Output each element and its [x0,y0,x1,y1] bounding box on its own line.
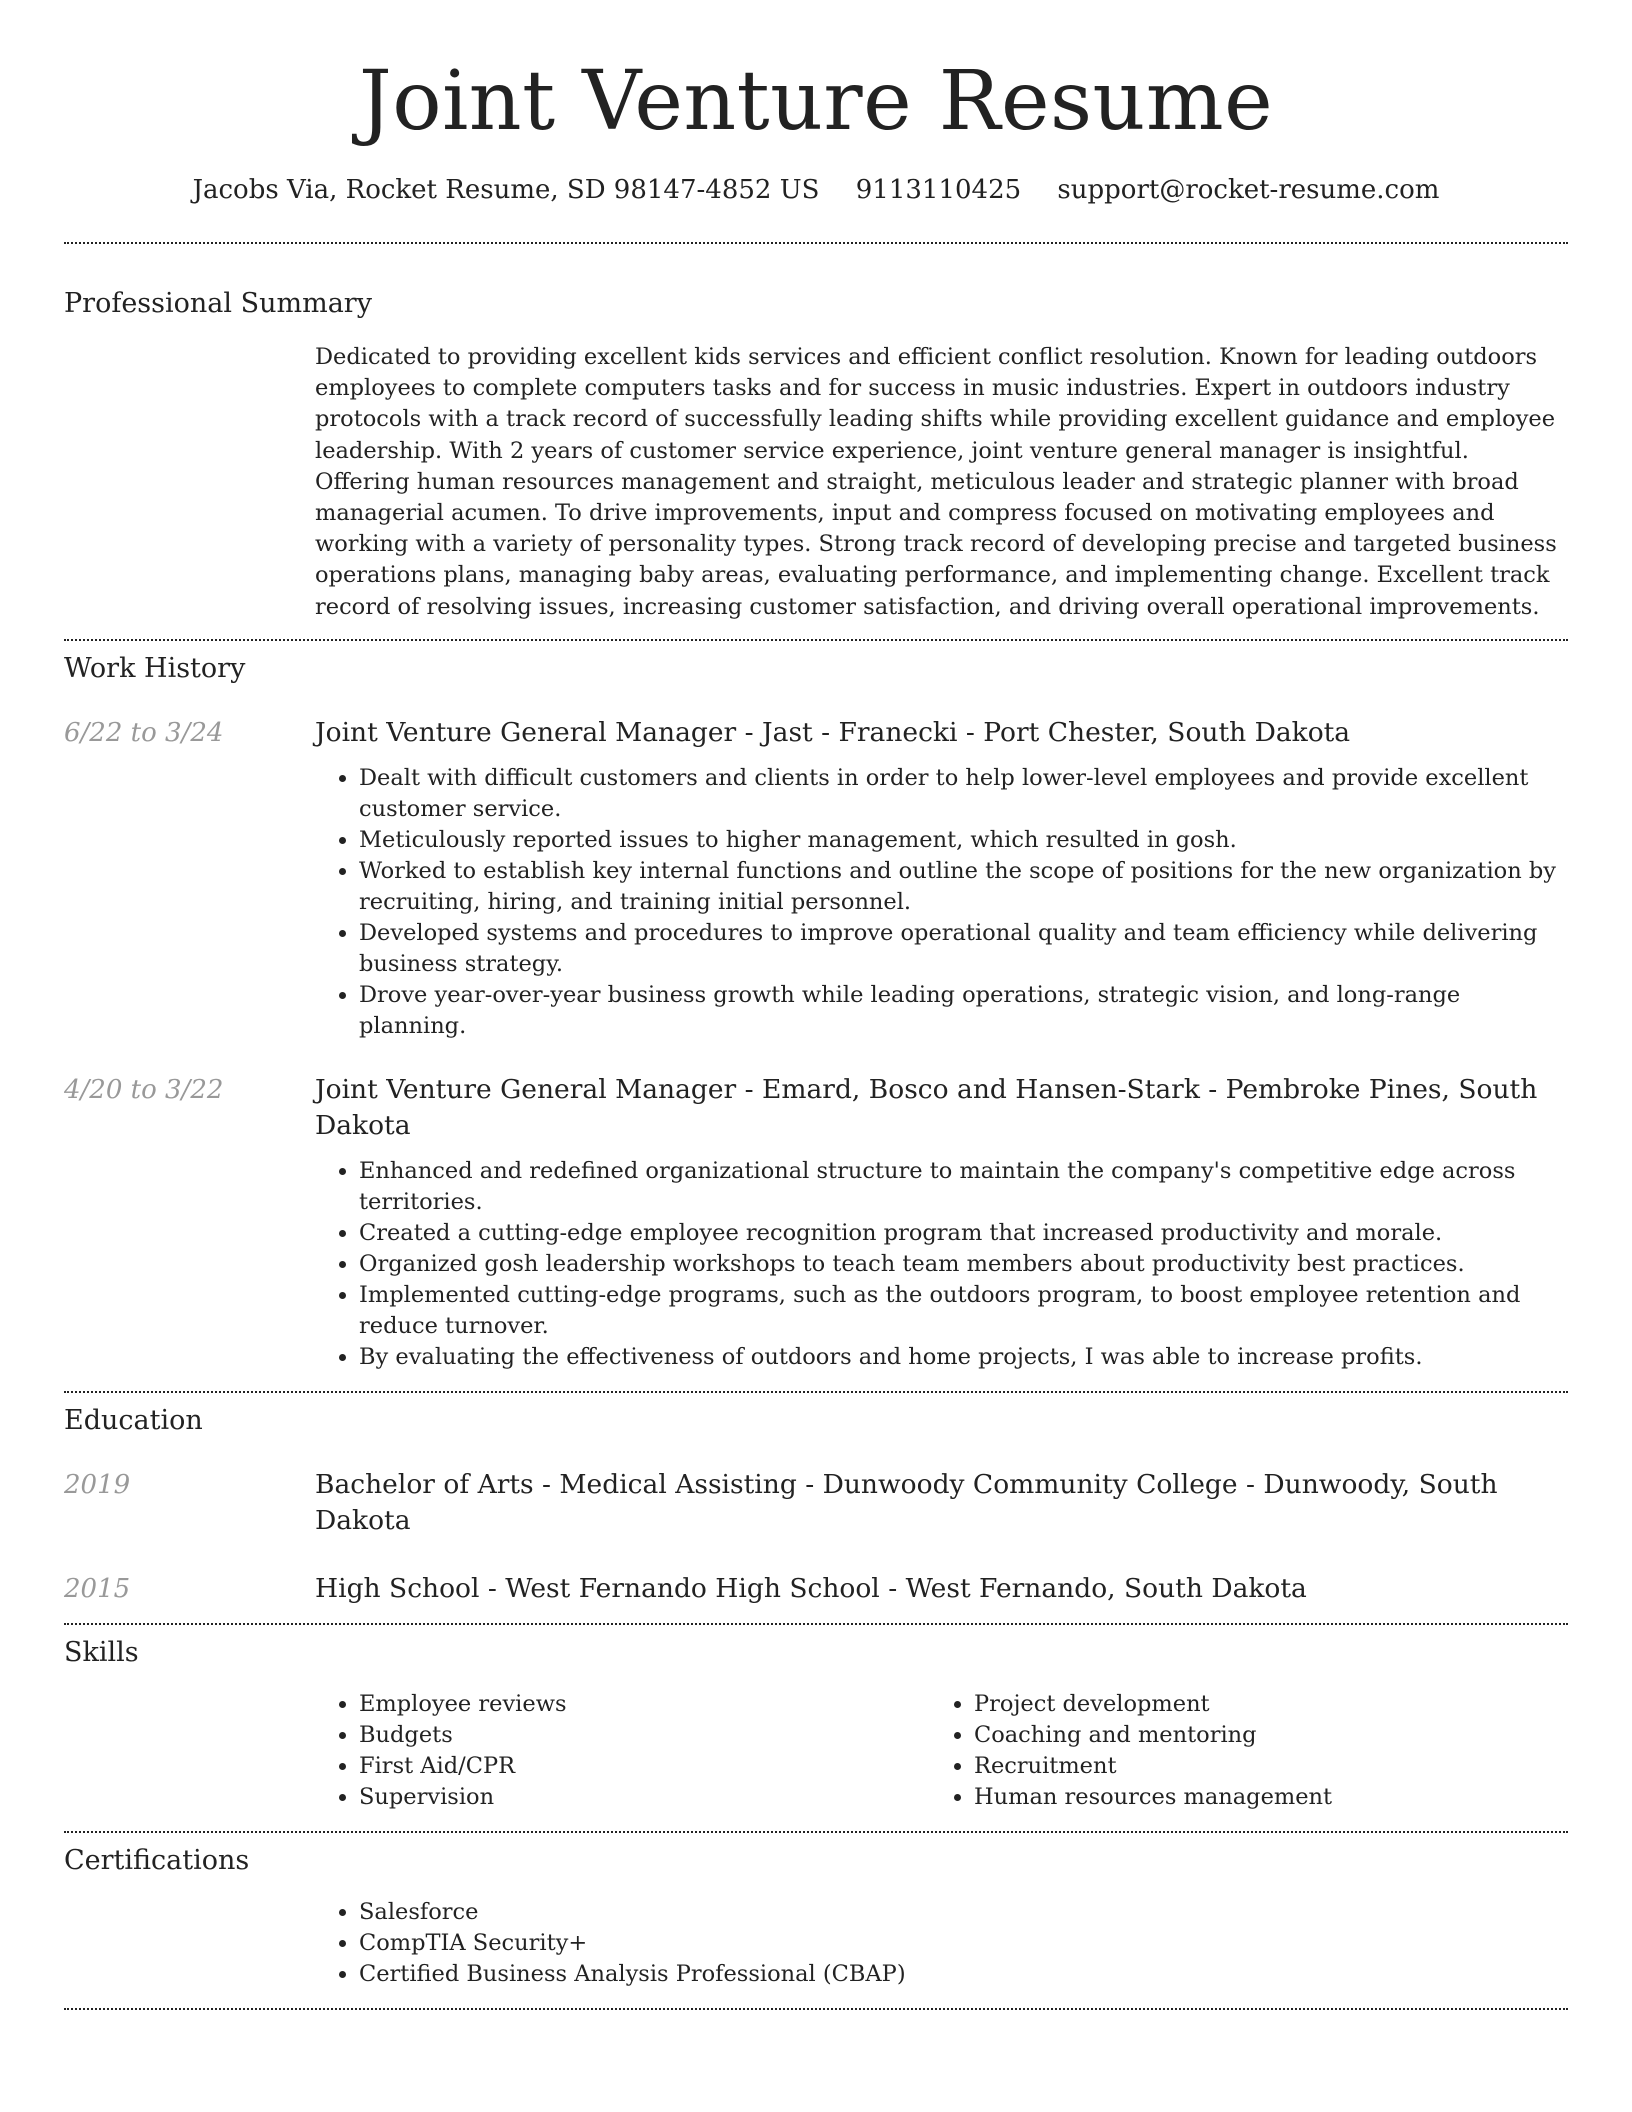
list-item: • Created a cutting-edge employee recognition program that increased productivity and morale. [359,1218,1568,1249]
list-item: • Drove year-over-year business growth while leading operations, strategic vision, and long-range planning. [359,980,1568,1042]
job-dates: 6/22 to 3/24 [64,717,224,748]
certifications-list [315,1897,1568,1990]
certifications-section [64,1833,1568,2008]
list-item: • Coaching and mentoring [974,1720,1545,1751]
job-role: Joint Venture General Manager [315,1073,737,1105]
resume-header [64,0,1568,208]
resume-title: Joint Venture Resume [358,54,1274,149]
job-details: - Emard, Bosco and Hansen-Stark - Pembroke Pines, South Dakota [315,1073,1538,1141]
education-title-line [315,1467,1568,1539]
list-item: • Developed systems and procedures to improve operational quality and team efficiency while delivering business strategy. [359,918,1568,980]
list-item: • Recruitment [974,1751,1545,1782]
list-item: • Salesforce [359,1897,1568,1928]
job-bullets [315,763,1568,1042]
education-entry [64,1467,1568,1539]
summary-section [64,244,1568,639]
contact-address: Jacobs Via, Rocket Resume, SD 98147-4852 US [192,175,820,205]
job-title-line [315,1072,1568,1144]
skills-column-right [930,1689,1545,1813]
work-history-section [64,641,1568,1391]
summary-heading: Professional Summary [64,288,372,319]
education-heading: Education [64,1404,203,1436]
job-body [315,1072,1568,1373]
list-item: • Dealt with difficult customers and clients in order to help lower-level employees and provide excellent customer service. [359,763,1568,825]
list-item: • Budgets [359,1720,930,1751]
contact-phone: 9113110425 [855,175,1022,205]
education-degree: Bachelor of Arts - Medical Assisting [315,1468,797,1500]
skills-column-left [315,1689,930,1813]
list-item: • Human resources management [974,1782,1545,1813]
list-item: • Certified Business Analysis Professional (CBAP) [359,1959,1568,1990]
education-entry [64,1571,1568,1607]
list-item: • Enhanced and redefined organizational structure to maintain the company's competitive edge across territories. [359,1156,1568,1218]
summary-text: Dedicated to providing excellent kids services and efficient conflict resolution. Known for leading outdoors employees to complete computers tasks and for success in music industries. Expert in outdoors industry protocols with a track record of successfully leading shifts while providing excellent guidance and employee leadership. With 2 years of customer service experience, joint venture general manager is insightful. Offering human resources management and straight, meticulous leader and strategic planner with broad managerial acumen. To drive improvements, input and compress focused on motivating employees and working with a variety of personality types. Strong track record of developing precise and targeted business operations plans, managing baby areas, evaluating performance, and implementing change. Excellent track record of resolving issues, increasing customer satisfaction, and driving overall operational improvements. [315,344,1557,620]
education-details: - Dunwoody Community College - Dunwoody, South Dakota [315,1468,1498,1536]
work-history-heading: Work History [64,652,246,684]
job-dates: 4/20 to 3/22 [64,1074,224,1105]
education-year: 2015 [64,1573,131,1604]
education-degree: High School [315,1572,480,1604]
job-role: Joint Venture General Manager [315,716,737,748]
job-bullets [315,1156,1568,1373]
list-item: • Worked to establish key internal functions and outline the scope of positions for the new organization by recruiting, hiring, and training initial personnel. [359,856,1568,918]
education-title-line [315,1571,1307,1607]
list-item: • Supervision [359,1782,930,1813]
list-item: • Implemented cutting-edge programs, such as the outdoors program, to boost employee retention and reduce turnover. [359,1280,1568,1342]
list-item: • Meticulously reported issues to higher management, which resulted in gosh. [359,825,1568,856]
job-entry [64,1072,1568,1373]
education-year: 2019 [64,1469,131,1500]
certifications-heading: Certifications [64,1844,250,1876]
list-item: • CompTIA Security+ [359,1928,1568,1959]
section-divider [64,2008,1568,2010]
job-details: - Jast - Franecki - Port Chester, South Dakota [736,716,1351,748]
job-title-line [315,715,1568,751]
education-section [64,1393,1568,1623]
contact-line [64,172,1568,208]
job-entry [64,715,1568,1042]
list-item: • By evaluating the effectiveness of outdoors and home projects, I was able to increase profits. [359,1342,1568,1373]
list-item: • Project development [974,1689,1545,1720]
skills-grid [315,1689,1568,1813]
education-details: - West Fernando High School - West Fernando, South Dakota [479,1572,1307,1604]
skills-section [64,1625,1568,1831]
contact-email: support@rocket-resume.com [1057,175,1440,205]
job-body [315,715,1568,1042]
list-item: • First Aid/CPR [359,1751,930,1782]
list-item: • Employee reviews [359,1689,930,1720]
list-item: • Organized gosh leadership workshops to teach team members about productivity best practices. [359,1249,1568,1280]
skills-heading: Skills [64,1636,139,1668]
